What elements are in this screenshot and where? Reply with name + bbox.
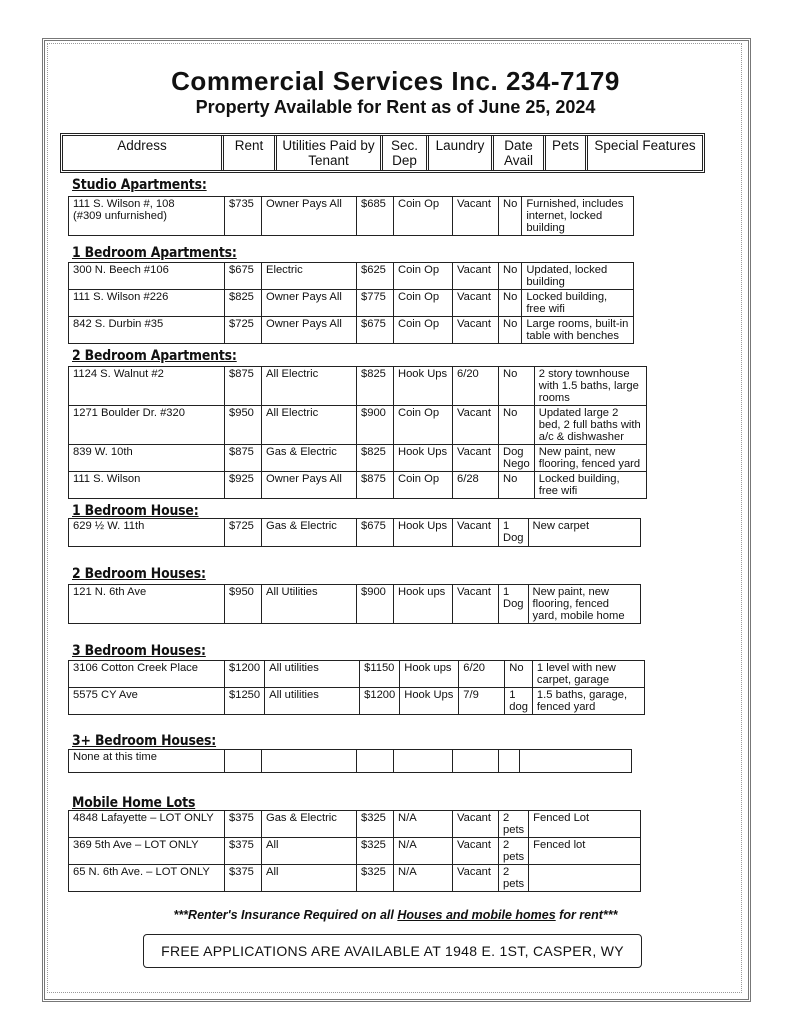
cell-pets: No (499, 367, 535, 406)
cell-deposit: $675 (357, 519, 394, 547)
cell-date-avail: Vacant (453, 811, 499, 838)
cell-utilities: Electric (262, 263, 357, 290)
page-subtitle: Property Available for Rent as of June 25, 2024 (195, 97, 596, 117)
table-row (69, 865, 641, 892)
cell-utilities: Gas & Electric (262, 519, 357, 547)
col-special-features: Special Features (585, 136, 702, 170)
cell-date-avail: Vacant (453, 585, 499, 624)
cell-address: 839 W. 10th (69, 445, 225, 472)
cell-pets: 1 Dog (499, 585, 529, 624)
page-title: Commercial Services Inc. 234-7179 (171, 66, 620, 96)
cell-pets: No (499, 317, 522, 344)
cell-features (520, 750, 632, 773)
cell-utilities: All utilities (265, 688, 360, 715)
cell-utilities: Owner Pays All (262, 472, 357, 499)
cell-features: Locked building, free wifi (522, 290, 634, 317)
cell-address: 111 S. Wilson #, 108 (#309 unfurnished) (69, 197, 225, 236)
cell-address: 121 N. 6th Ave (69, 585, 225, 624)
cell-deposit: $875 (357, 472, 394, 499)
cell-pets: 1 dog (505, 688, 533, 715)
cell-laundry: Hook Ups (394, 445, 453, 472)
cell-laundry: N/A (394, 865, 453, 892)
cell-date-avail: Vacant (453, 317, 499, 344)
cell-rent: $375 (225, 811, 262, 838)
cell-deposit (357, 750, 394, 773)
cell-deposit: $900 (357, 406, 394, 445)
listing-table (68, 196, 634, 236)
cell-date-avail: Vacant (453, 290, 499, 317)
cell-address: 111 S. Wilson (69, 472, 225, 499)
cell-utilities: All utilities (265, 661, 360, 688)
listing-table (68, 518, 641, 547)
cell-address: 842 S. Durbin #35 (69, 317, 225, 344)
section-heading: 3 Bedroom Houses: (72, 643, 206, 659)
cell-date-avail: Vacant (453, 263, 499, 290)
section-heading: 1 Bedroom Apartments: (72, 245, 237, 261)
cell-date-avail: 6/20 (453, 367, 499, 406)
cell-rent: $950 (225, 406, 262, 445)
cell-rent: $875 (225, 445, 262, 472)
cell-deposit: $325 (357, 838, 394, 865)
table-row (69, 750, 632, 773)
cell-rent: $725 (225, 317, 262, 344)
cell-date-avail: Vacant (453, 445, 499, 472)
cell-pets: No (499, 472, 535, 499)
cell-laundry: N/A (394, 811, 453, 838)
cell-address: 1271 Boulder Dr. #320 (69, 406, 225, 445)
table-row (69, 838, 641, 865)
cell-date-avail: Vacant (453, 406, 499, 445)
cell-pets: No (499, 197, 522, 236)
cell-rent: $375 (225, 865, 262, 892)
cell-address: 369 5th Ave – LOT ONLY (69, 838, 225, 865)
cell-laundry: Hook Ups (400, 688, 459, 715)
cell-pets: Dog Nego (499, 445, 535, 472)
cell-rent: $675 (225, 263, 262, 290)
cell-utilities: Owner Pays All (262, 197, 357, 236)
cell-date-avail: Vacant (453, 197, 499, 236)
table-row (69, 445, 647, 472)
cell-date-avail: 6/20 (459, 661, 505, 688)
col-laundry: Laundry (426, 136, 491, 170)
table-row (69, 367, 647, 406)
listing-table (68, 584, 641, 624)
cell-features: 1 level with new carpet, garage (532, 661, 644, 688)
table-row (69, 317, 634, 344)
cell-laundry (394, 750, 453, 773)
cell-pets (499, 750, 520, 773)
cell-features: 2 story townhouse with 1.5 baths, large rooms (534, 367, 646, 406)
listing-table (68, 749, 632, 773)
cell-date-avail: Vacant (453, 838, 499, 865)
cell-date-avail: Vacant (453, 519, 499, 547)
cell-rent: $875 (225, 367, 262, 406)
cell-pets: No (499, 263, 522, 290)
cell-pets: 2 pets (499, 838, 529, 865)
cell-utilities: All Electric (262, 367, 357, 406)
cell-pets: 2 pets (499, 865, 529, 892)
cell-pets: 2 pets (499, 811, 529, 838)
insurance-note (0, 908, 791, 922)
cell-rent: $925 (225, 472, 262, 499)
cell-date-avail: 6/28 (453, 472, 499, 499)
cell-laundry: Coin Op (394, 317, 453, 344)
cell-deposit: $825 (357, 367, 394, 406)
cell-rent: $725 (225, 519, 262, 547)
table-row (69, 519, 641, 547)
cell-deposit: $685 (357, 197, 394, 236)
cell-deposit: $1200 (360, 688, 400, 715)
cell-utilities: All (262, 865, 357, 892)
cell-laundry: Hook Ups (394, 367, 453, 406)
cell-address: None at this time (69, 750, 225, 773)
cell-pets: No (499, 290, 522, 317)
table-row (69, 661, 645, 688)
cell-address: 629 ½ W. 11th (69, 519, 225, 547)
cell-rent: $1250 (225, 688, 265, 715)
section-heading: 2 Bedroom Houses: (72, 566, 206, 582)
cell-laundry: Hook ups (400, 661, 459, 688)
cell-date-avail: 7/9 (459, 688, 505, 715)
cell-address: 5575 CY Ave (69, 688, 225, 715)
cell-laundry: Coin Op (394, 290, 453, 317)
table-row (69, 290, 634, 317)
cell-date-avail: Vacant (453, 865, 499, 892)
col-rent: Rent (221, 136, 274, 170)
cell-utilities (262, 750, 357, 773)
cell-features: Updated, locked building (522, 263, 634, 290)
section-heading: 2 Bedroom Apartments: (72, 348, 237, 364)
cell-utilities: Owner Pays All (262, 290, 357, 317)
section-heading: 3+ Bedroom Houses: (72, 733, 217, 749)
cell-utilities: Gas & Electric (262, 445, 357, 472)
cell-deposit: $325 (357, 865, 394, 892)
cell-rent: $950 (225, 585, 262, 624)
cell-rent: $375 (225, 838, 262, 865)
listing-table (68, 366, 647, 499)
cell-pets: No (499, 406, 535, 445)
cell-rent: $1200 (225, 661, 265, 688)
cell-laundry: Coin Op (394, 197, 453, 236)
cell-pets: No (505, 661, 533, 688)
col-utilities: Utilities Paid by Tenant (274, 136, 380, 170)
insurance-note-prefix: ***Renter's Insurance Required on all (173, 908, 398, 922)
cell-address: 300 N. Beech #106 (69, 263, 225, 290)
cell-features: Fenced lot (529, 838, 641, 865)
table-row (69, 811, 641, 838)
cell-deposit: $625 (357, 263, 394, 290)
cell-features: Fenced Lot (529, 811, 641, 838)
cell-deposit: $900 (357, 585, 394, 624)
cell-utilities: All Electric (262, 406, 357, 445)
section-heading: Studio Apartments: (72, 177, 207, 193)
cell-features: New paint, new flooring, fenced yard, mobile home (528, 585, 640, 624)
table-row (69, 263, 634, 290)
cell-laundry: Coin Op (394, 263, 453, 290)
table-row (69, 688, 645, 715)
cell-rent: $825 (225, 290, 262, 317)
cell-pets: 1 Dog (499, 519, 529, 547)
cell-deposit: $675 (357, 317, 394, 344)
cell-deposit: $775 (357, 290, 394, 317)
cell-features: New carpet (528, 519, 640, 547)
cell-date-avail (453, 750, 499, 773)
table-row (69, 585, 641, 624)
cell-address: 65 N. 6th Ave. – LOT ONLY (69, 865, 225, 892)
cell-utilities: All Utilities (262, 585, 357, 624)
insurance-note-suffix: for rent*** (555, 908, 618, 922)
cell-features: New paint, new flooring, fenced yard (534, 445, 646, 472)
cell-laundry: Hook Ups (394, 519, 453, 547)
cell-laundry: Hook ups (394, 585, 453, 624)
table-row (69, 406, 647, 445)
cell-deposit: $325 (357, 811, 394, 838)
applications-box: FREE APPLICATIONS ARE AVAILABLE AT 1948 E. 1ST, CASPER, WY (143, 934, 642, 968)
cell-features: Furnished, includes internet, locked building (522, 197, 634, 236)
cell-laundry: N/A (394, 838, 453, 865)
cell-features: Locked building, free wifi (534, 472, 646, 499)
cell-laundry: Coin Op (394, 472, 453, 499)
cell-utilities: Gas & Electric (262, 811, 357, 838)
cell-features: Updated large 2 bed, 2 full baths with a/c & dishwasher (534, 406, 646, 445)
section-heading: 1 Bedroom House: (72, 503, 199, 519)
insurance-note-emphasis: Houses and mobile homes (397, 908, 556, 922)
cell-address: 3106 Cotton Creek Place (69, 661, 225, 688)
cell-address: 4848 Lafayette – LOT ONLY (69, 811, 225, 838)
cell-features (529, 865, 641, 892)
column-header-table (60, 133, 705, 173)
cell-address: 111 S. Wilson #226 (69, 290, 225, 317)
cell-deposit: $1150 (360, 661, 400, 688)
listing-table (68, 660, 645, 715)
cell-features: 1.5 baths, garage, fenced yard (532, 688, 644, 715)
cell-utilities: All (262, 838, 357, 865)
table-row (69, 472, 647, 499)
listing-table (68, 810, 641, 892)
col-date-avail: Date Avail (491, 136, 543, 170)
cell-features: Large rooms, built-in table with benches (522, 317, 634, 344)
cell-rent (225, 750, 262, 773)
section-heading: Mobile Home Lots (72, 795, 196, 811)
cell-utilities: Owner Pays All (262, 317, 357, 344)
cell-address: 1124 S. Walnut #2 (69, 367, 225, 406)
listing-table (68, 262, 634, 344)
cell-laundry: Coin Op (394, 406, 453, 445)
col-address: Address (117, 138, 167, 153)
col-pets: Pets (543, 136, 585, 170)
cell-rent: $735 (225, 197, 262, 236)
table-row (69, 197, 634, 236)
cell-deposit: $825 (357, 445, 394, 472)
col-sec-dep: Sec. Dep (380, 136, 426, 170)
